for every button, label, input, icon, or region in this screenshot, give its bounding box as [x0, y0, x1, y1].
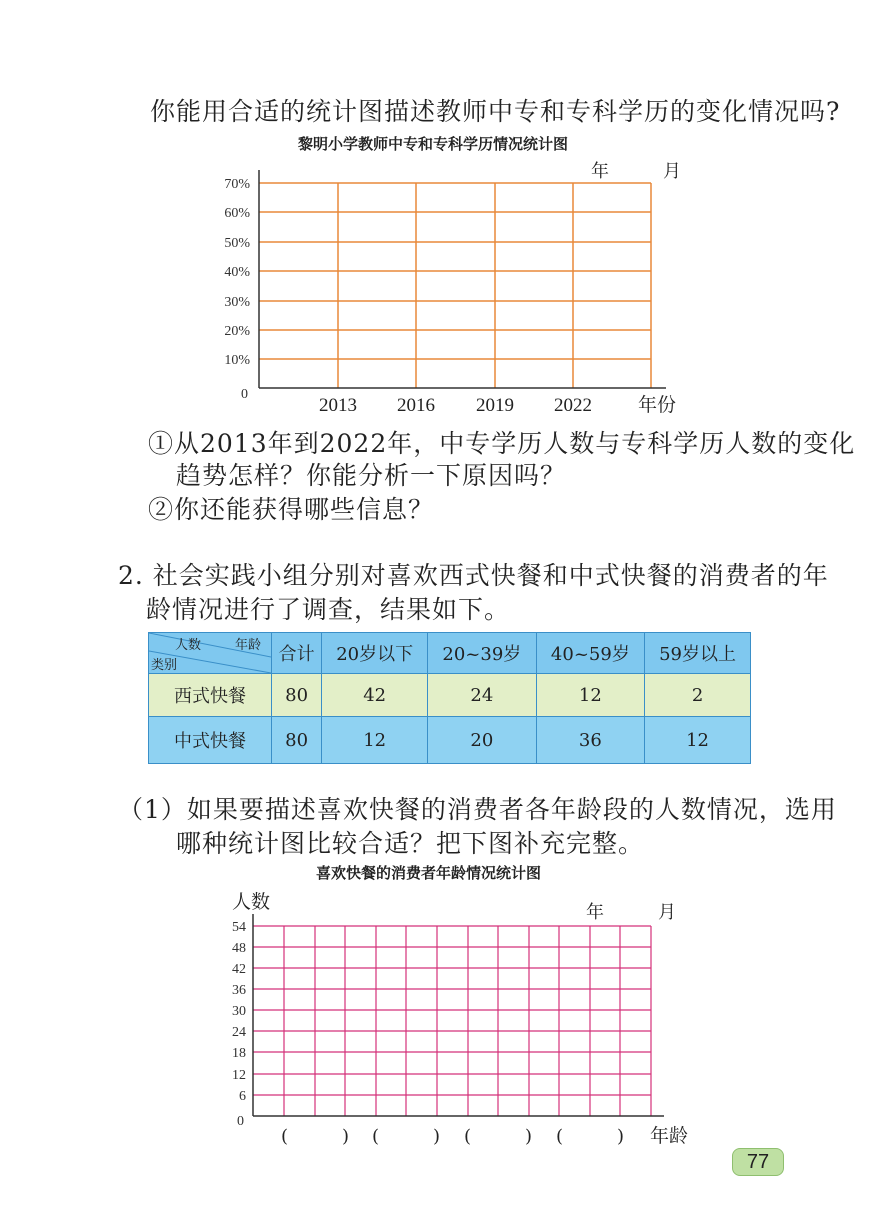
table-cell: 2	[645, 674, 751, 717]
chart1-y-tick: 60%	[224, 206, 250, 221]
chart2-title: 喜欢快餐的消费者年龄情况统计图	[316, 864, 542, 882]
chart1-y-tick: 20%	[224, 324, 250, 339]
intro-question: 你能用合适的统计图描述教师中专和专科学历的变化情况吗?	[150, 97, 841, 126]
part1-line2: 哪种统计图比较合适？把下图补充完整。	[176, 829, 645, 858]
corner-age-label: 年龄	[235, 638, 262, 653]
chart1-y-tick: 70%	[224, 177, 250, 192]
survey-table	[148, 632, 751, 764]
table-cell: 36	[536, 717, 645, 764]
chart1-y-tick: 0	[241, 387, 248, 402]
chart1-x-label: 2013	[319, 395, 357, 416]
chart1-y-tick: 30%	[224, 295, 250, 310]
chart2-y-axis-label: 人数	[232, 891, 271, 913]
problem2-line2: 龄情况进行了调查，结果如下。	[146, 595, 511, 624]
sub-question-1-line2: 趋势怎样？你能分析一下原因吗？	[176, 461, 567, 490]
table-cell: 12	[536, 674, 645, 717]
table-row	[149, 674, 751, 717]
chart2-x-blank: ( )	[463, 1126, 533, 1147]
chart1-date-label: 年 月	[591, 161, 699, 182]
chart2-y-tick: 18	[232, 1046, 246, 1061]
chart2-y-tick: 54	[232, 920, 246, 935]
chart1-x-axis-label: 年份	[638, 394, 677, 416]
row-label: 中式快餐	[149, 717, 272, 764]
chart2-x-blank: ( )	[280, 1126, 350, 1147]
table-header-cell: 合计	[272, 633, 322, 674]
chart2-y-tick: 24	[232, 1025, 246, 1040]
part1-line1: （1）如果要描述喜欢快餐的消费者各年龄段的人数情况，选用	[118, 795, 837, 824]
table-header-cell: 40~59岁	[536, 633, 645, 674]
table-header-cell: 20岁以下	[322, 633, 428, 674]
corner-category-label: 类别	[151, 658, 178, 673]
table-cell: 80	[272, 674, 322, 717]
table-cell: 12	[645, 717, 751, 764]
table-header-row	[149, 633, 751, 674]
chart2-y-tick: 42	[232, 962, 246, 977]
table-corner-cell	[149, 633, 272, 674]
table-cell: 80	[272, 717, 322, 764]
table-cell: 42	[322, 674, 428, 717]
table-cell: 20	[428, 717, 537, 764]
sub-question-1-line1: ①从2013年到2022年，中专学历人数与专科学历人数的变化	[148, 429, 856, 458]
chart2-y-tick: 30	[232, 1004, 246, 1019]
page-number: 77	[732, 1148, 784, 1176]
chart1-y-tick: 50%	[224, 236, 250, 251]
table-cell: 12	[322, 717, 428, 764]
table-row	[149, 717, 751, 764]
chart2-y-tick: 48	[232, 941, 246, 956]
corner-people-label: 人数	[175, 638, 202, 653]
chart2-x-axis-label: 年龄	[650, 1125, 689, 1147]
chart2-y-tick: 12	[232, 1068, 246, 1083]
chart2-x-blank: ( )	[555, 1126, 625, 1147]
table-cell: 24	[428, 674, 537, 717]
chart2-y-tick: 6	[239, 1089, 246, 1104]
chart1-y-tick: 40%	[224, 265, 250, 280]
chart2-x-blank: ( )	[371, 1126, 441, 1147]
row-label: 西式快餐	[149, 674, 272, 717]
problem2-line1: 2. 社会实践小组分别对喜欢西式快餐和中式快餐的消费者的年	[118, 561, 829, 590]
chart1-x-label: 2019	[476, 395, 514, 416]
chart2-y-tick: 0	[237, 1114, 244, 1129]
chart2-y-tick: 36	[232, 983, 246, 998]
chart1-title: 黎明小学教师中专和专科学历情况统计图	[298, 135, 569, 153]
sub-question-2: ②你还能获得哪些信息？	[148, 495, 435, 524]
chart1-x-label: 2016	[397, 395, 435, 416]
table-header-cell: 20~39岁	[428, 633, 537, 674]
table-header-cell: 59岁以上	[645, 633, 751, 674]
chart2-date-label: 年 月	[586, 902, 694, 923]
chart1-y-tick: 10%	[224, 353, 250, 368]
chart1-x-label: 2022	[554, 395, 592, 416]
